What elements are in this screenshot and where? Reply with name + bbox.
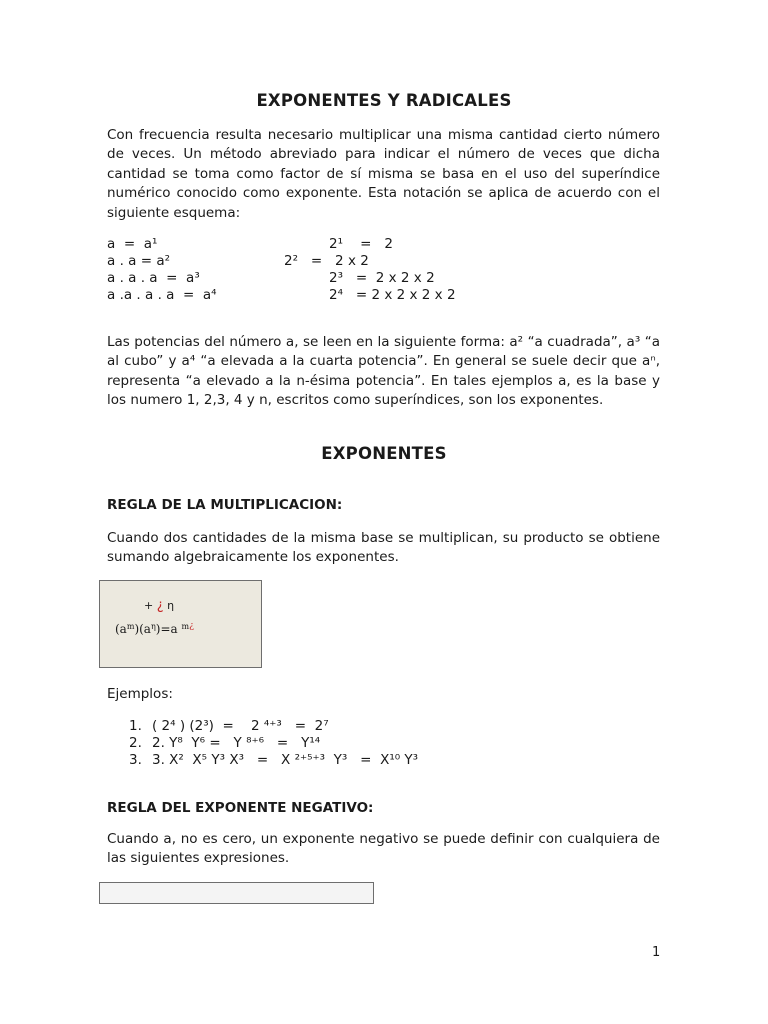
formula-top: + ¿ η bbox=[144, 598, 175, 613]
rule-multiplication-heading: REGLA DE LA MULTIPLICACION: bbox=[107, 497, 343, 513]
scheme-right-line: 2³ = 2 x 2 x 2 bbox=[329, 270, 435, 286]
scheme-right-line: 2² = 2 x 2 bbox=[284, 253, 369, 269]
rule-negative-text: Cuando a, no es cero, un exponente negativo se puede definir con cualquiera de las siguientes expresiones. bbox=[107, 831, 660, 867]
rule-negative-heading: REGLA DEL EXPONENTE NEGATIVO: bbox=[107, 800, 374, 816]
scheme-left-line: a . a = a² bbox=[107, 253, 170, 269]
page-number: 1 bbox=[652, 945, 661, 960]
scheme-left-line: a .a . a . a = a⁴ bbox=[107, 287, 217, 303]
formula-bottom: $(a^m)(a^\eta)=a$ $^{m¿}$ bbox=[115, 621, 194, 636]
intro-paragraph: Con frecuencia resulta necesario multiplicar una misma cantidad cierto número de veces. Un método abreviado para indicar el número de veces que dicha cantidad se toma como factor de sí misma se basa en el uso del superíndice numérico conocido como exponente. Esta notación se aplica de acuerdo con el siguiente esquema: bbox=[107, 127, 660, 221]
scheme-left-line: a = a¹ bbox=[107, 236, 158, 252]
scheme-right-line: 2¹ = 2 bbox=[329, 236, 393, 252]
rule-multiplication-text: Cuando dos cantidades de la misma base se multiplican, su producto se obtiene sumando algebraicamente los exponentes. bbox=[107, 530, 660, 566]
document-page: EXPONENTES Y RADICALES Con frecuencia resulta necesario multiplicar una misma cantidad cierto número de veces. Un método abreviado para indicar el número de veces que dicha cantidad se toma como factor de sí misma se basa en el uso del superíndice numérico conocido como exponente. Esta notación se aplica de acuerdo con el siguiente esquema: a = a¹ a . a = a² a . a . a = a³ a .a . a . a = a⁴ 2¹ = 2 2² = 2 x 2 2³ = 2 x 2 x 2 2⁴ = 2 x 2 x 2 x 2 Las potencias del número a, se leen en la siguiente forma: a² “a cuadrada”, a³ “a al cubo” y a⁴ “a elevada a la cuarta potencia”. En general se suele decir que aⁿ, representa “a elevado a la n-ésima potencia”. En tales ejemplos a, es la base y los numero 1, 2,3, 4 y n, escritos como superíndices, son los exponentes. EXPONENTES REGLA DE LA MULTIPLICACION: Cuando dos cantidades de la misma base se multiplican, su producto se obtiene sumando algebraicamente los exponentes. + ¿ η $(a^m)(a^\eta)=a$ $^{m¿}$ Ejemplos: 1. ( 2⁴ ) (2³) = 2 ⁴⁺³ = 2⁷ 2. 2. Y⁸ Y⁶ = Y ⁸⁺⁶ = Y¹⁴ 3. 3. X² X⁵ Y³ X³ = X ²⁺⁵⁺³ Y³ = X¹⁰ Y³ REGLA DEL EXPONENTE NEGATIVO: Cuando a, no es cero, un exponente negativo se puede definir con cualquiera de las siguientes expresiones. 1 bbox=[0, 0, 768, 1024]
page-title: EXPONENTES Y RADICALES bbox=[256, 91, 512, 110]
formula-image-placeholder bbox=[99, 882, 374, 904]
section-title: EXPONENTES bbox=[321, 444, 447, 463]
examples-label: Ejemplos: bbox=[107, 686, 173, 702]
formula-image bbox=[99, 580, 262, 668]
scheme-right-line: 2⁴ = 2 x 2 x 2 x 2 bbox=[329, 287, 456, 303]
powers-paragraph: Las potencias del número a, se leen en la siguiente forma: a² “a cuadrada”, a³ “a al cubo” y a⁴ “a elevada a la cuarta potencia”. En general se suele decir que aⁿ, representa “a elevado a la n-ésima potencia”. En tales ejemplos a, es la base y los numero 1, 2,3, 4 y n, escritos como superíndices, son los exponentes. bbox=[107, 334, 660, 409]
scheme-left-line: a . a . a = a³ bbox=[107, 270, 200, 286]
